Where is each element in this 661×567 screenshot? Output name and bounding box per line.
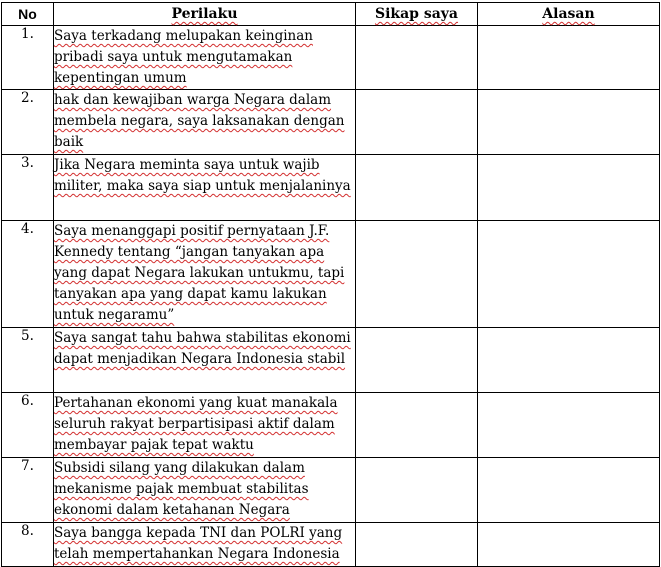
alasan-cell[interactable] xyxy=(478,221,660,328)
table-row xyxy=(2,393,660,458)
sikap-cell[interactable] xyxy=(356,328,478,393)
behavior-text xyxy=(54,523,356,567)
behavior-text-content: Saya terkadang melupakan keinginan pribadi saya untuk mengutamakan kepentingan umum xyxy=(54,28,313,86)
row-number: 6. xyxy=(2,393,54,458)
sikap-cell[interactable] xyxy=(356,523,478,567)
behavior-text xyxy=(54,155,356,221)
behavior-attitude-table xyxy=(1,2,660,567)
table-row xyxy=(2,221,660,328)
row-number: 2. xyxy=(2,90,54,155)
table-row xyxy=(2,155,660,221)
alasan-cell[interactable] xyxy=(478,523,660,567)
behavior-text xyxy=(54,458,356,523)
behavior-text-content: Jika Negara meminta saya untuk wajib militer, maka saya siap untuk menjalaninya xyxy=(54,157,351,194)
table-row xyxy=(2,523,660,567)
behavior-text xyxy=(54,90,356,155)
row-number: 3. xyxy=(2,155,54,221)
behavior-text-content: Subsidi silang yang dilakukan dalam mekanisme pajak membuat stabilitas ekonomi dalam ketahanan Negara xyxy=(54,460,309,518)
behavior-text-content: Saya bangga kepada TNI dan POLRI yang telah mempertahankan Negara Indonesia xyxy=(54,525,343,562)
behavior-text-content: hak dan kewajiban warga Negara dalam membela negara, saya laksanakan dengan baik xyxy=(54,92,345,150)
behavior-text-content: Saya sangat tahu bahwa stabilitas ekonomi dapat menjadikan Negara Indonesia stabil xyxy=(54,330,351,367)
behavior-text xyxy=(54,221,356,328)
alasan-cell[interactable] xyxy=(478,90,660,155)
behavior-text xyxy=(54,26,356,90)
table-row xyxy=(2,26,660,90)
alasan-cell[interactable] xyxy=(478,155,660,221)
header-alasan-label: Alasan xyxy=(542,6,595,22)
table-row xyxy=(2,328,660,393)
alasan-cell[interactable] xyxy=(478,458,660,523)
row-number: 1. xyxy=(2,26,54,90)
header-row xyxy=(2,3,660,26)
row-number: 7. xyxy=(2,458,54,523)
row-number: 5. xyxy=(2,328,54,393)
sikap-cell[interactable] xyxy=(356,90,478,155)
table-row xyxy=(2,458,660,523)
sikap-cell[interactable] xyxy=(356,393,478,458)
header-alasan xyxy=(478,3,660,26)
sikap-cell[interactable] xyxy=(356,221,478,328)
alasan-cell[interactable] xyxy=(478,393,660,458)
row-number: 8. xyxy=(2,523,54,567)
row-number: 4. xyxy=(2,221,54,328)
header-perilaku-label: Perilaku xyxy=(171,6,238,22)
table-row xyxy=(2,90,660,155)
behavior-text xyxy=(54,328,356,393)
sikap-cell[interactable] xyxy=(356,155,478,221)
header-perilaku xyxy=(54,3,356,26)
behavior-text-content: Pertahanan ekonomi yang kuat manakala seluruh rakyat berpartisipasi aktif dalam membayar pajak tepat waktu xyxy=(54,395,338,453)
behavior-text xyxy=(54,393,356,458)
header-sikap-saya xyxy=(356,3,478,26)
header-sikap-label: Sikap saya xyxy=(374,6,459,22)
header-no: No xyxy=(2,3,54,26)
sikap-cell[interactable] xyxy=(356,26,478,90)
alasan-cell[interactable] xyxy=(478,26,660,90)
behavior-text-content: Saya menanggapi positif pernyataan J.F. Kennedy tentang “jangan tanyakan apa yang dapat Negara lakukan untukmu, tapi tanyakan apa yang dapat kamu lakukan untuk negaramu” xyxy=(54,223,345,323)
sikap-cell[interactable] xyxy=(356,458,478,523)
alasan-cell[interactable] xyxy=(478,328,660,393)
